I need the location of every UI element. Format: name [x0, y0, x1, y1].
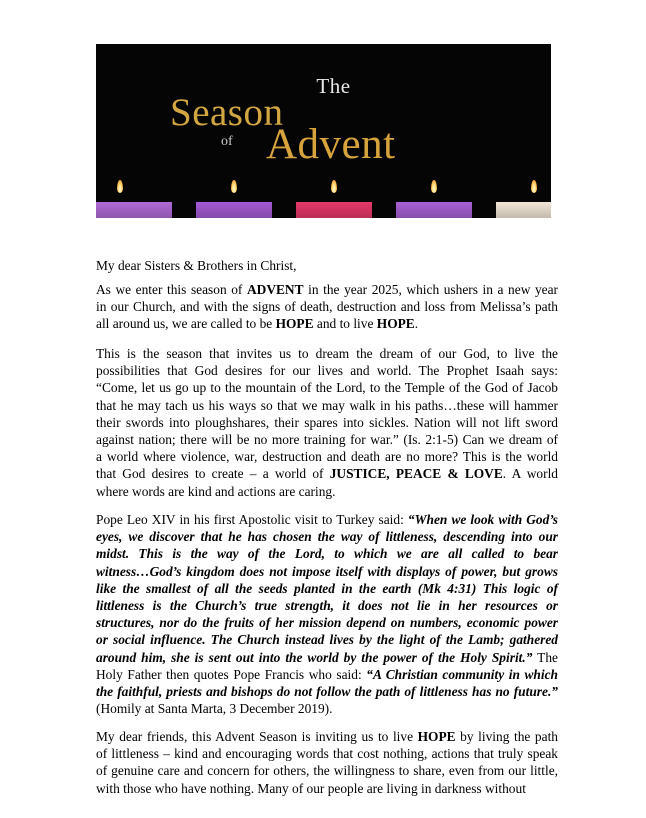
paragraph-3 — [96, 511, 558, 717]
bold-italic-quote: like the smallest of all the seeds planted in the earth (Mk 4:31) This logic of — [96, 580, 558, 596]
text-run: a world where violence, war, destruction and death are no more? This is the world — [96, 449, 558, 465]
advent-banner-image — [96, 44, 551, 218]
bold-italic-quote: structures, nor do the fruits of her mission depend on numbers, economic power — [96, 615, 558, 631]
text-run: their swords into ploughshares, their spares into sickles. Nation will not lift sword — [96, 414, 558, 430]
candle — [396, 202, 472, 218]
bold-italic-quote: “When we look with God’s — [407, 512, 558, 527]
text-run: that he may tach us his ways so that we may walk in his paths…these will hammer — [96, 397, 558, 413]
banner-title-season: Season — [170, 91, 284, 134]
text-line — [96, 597, 558, 614]
bold-italic-quote: littleness is the Church’s true strength, it does not lie in her resources or — [96, 598, 558, 614]
text-line — [96, 465, 558, 482]
text-run: My dear friends, this Advent Season is inviting us to live — [96, 729, 418, 744]
text-line — [96, 528, 558, 545]
text-run: As we enter this season of — [96, 282, 247, 297]
text-run: This is the season that invites us to dream the dream of our God, to live the — [96, 346, 558, 361]
text-run: . A world — [502, 466, 559, 482]
text-line — [96, 563, 558, 580]
text-line — [96, 649, 558, 666]
bold-italic-quote: or social influence. The Church instead lives by the light of the Lamb; gathered — [96, 632, 558, 648]
text-line — [96, 315, 558, 332]
text-run: Holy Father then quotes Pope Francis who said: — [96, 666, 367, 682]
text-run: of littleness – kind and encouraging words that cost nothing, actions that truly speak — [96, 746, 558, 762]
paragraph-4 — [96, 728, 558, 797]
text-line — [96, 511, 558, 528]
bold-text: ADVENT — [246, 282, 304, 297]
text-line — [96, 362, 558, 379]
text-line — [96, 745, 558, 762]
text-line — [96, 483, 558, 500]
candle — [296, 202, 372, 218]
candle-flame-icon — [431, 180, 437, 193]
banner-title-advent: Advent — [266, 121, 396, 168]
text-run: Pope Leo XIV in his first Apostolic visit to Turkey said: — [96, 512, 408, 527]
text-line — [96, 580, 558, 597]
bold-italic-quote: eyes, we discover that he has chosen the way of littleness, descending into our — [96, 529, 558, 545]
text-line — [96, 614, 558, 631]
text-line — [96, 345, 558, 362]
text-line — [96, 281, 558, 298]
candle — [196, 202, 272, 218]
banner-title-the: The — [316, 74, 351, 98]
text-run: in the year 2025, which ushers in a new year — [303, 282, 558, 297]
text-line — [96, 414, 558, 431]
text-line — [96, 448, 558, 465]
text-run: The — [532, 649, 559, 665]
candle-flame-icon — [331, 180, 337, 193]
bold-italic-quote: the faithful, priests and bishops do not follow the path of littleness has no future.” — [96, 684, 558, 700]
text-run: (Homily at Santa Marta, 3 December 2019). — [96, 701, 333, 717]
text-run: in our Church, and with the signs of death, destruction and loss from Melissa’s path — [96, 299, 558, 315]
text-line — [96, 700, 558, 717]
bold-italic-quote: around him, she is sent out into the world by the power of the Holy Spirit.” — [96, 649, 533, 665]
text-run: all around us, we are called to be — [96, 316, 276, 332]
text-run: possibilities that God desires for our lives and world. The Prophet Isaah says: — [96, 363, 558, 379]
text-run: and to live — [313, 316, 377, 332]
bold-italic-quote: witness…God’s kingdom does not impose itself with displays of power, but grows — [96, 563, 558, 579]
bold-italic-quote: “A Christian community in which — [366, 666, 558, 682]
bold-text: JUSTICE, PEACE & LOVE — [329, 466, 503, 482]
bold-text: HOPE — [275, 316, 314, 332]
paragraph-2 — [96, 345, 558, 500]
greeting: My dear Sisters & Brothers in Christ, — [96, 258, 297, 273]
candle-flame-icon — [531, 180, 537, 193]
text-line — [96, 780, 558, 797]
text-run: with those who have nothing. Many of our people are living in darkness without — [96, 780, 526, 796]
candle — [496, 202, 551, 218]
text-line — [96, 631, 558, 648]
text-line — [96, 666, 558, 683]
text-run: that God desires to create – a world of — [96, 466, 330, 482]
text-line — [96, 728, 558, 745]
text-line — [96, 379, 558, 396]
text-run: against nation; there will be no more training for war.” (Is. 2:1-5) Can we dream of — [96, 432, 558, 448]
bold-italic-quote: midst. This is the way of the Lord, to which we are all called to bear — [96, 546, 558, 562]
text-line — [96, 298, 558, 315]
text-line — [96, 431, 558, 448]
text-line — [96, 397, 558, 414]
paragraph-1 — [96, 281, 558, 333]
text-run: . — [414, 316, 419, 332]
text-run: where words are kind and actions are caring. — [96, 483, 336, 499]
text-line — [96, 683, 558, 700]
text-run: “Come, let us go up to the mountain of the Lord, to the Temple of the God of Jacob — [96, 380, 558, 396]
text-line — [96, 762, 558, 779]
text-run: of genuine care and concern for others, the willingness to share, even from our little, — [96, 763, 558, 779]
banner-title-of: of — [221, 134, 233, 149]
text-line — [96, 545, 558, 562]
candle-flame-icon — [231, 180, 237, 193]
bold-text: HOPE — [417, 729, 456, 744]
candle — [96, 202, 172, 218]
bold-text: HOPE — [376, 316, 415, 332]
candle-flame-icon — [117, 180, 123, 193]
text-run: by living the path — [455, 729, 558, 744]
